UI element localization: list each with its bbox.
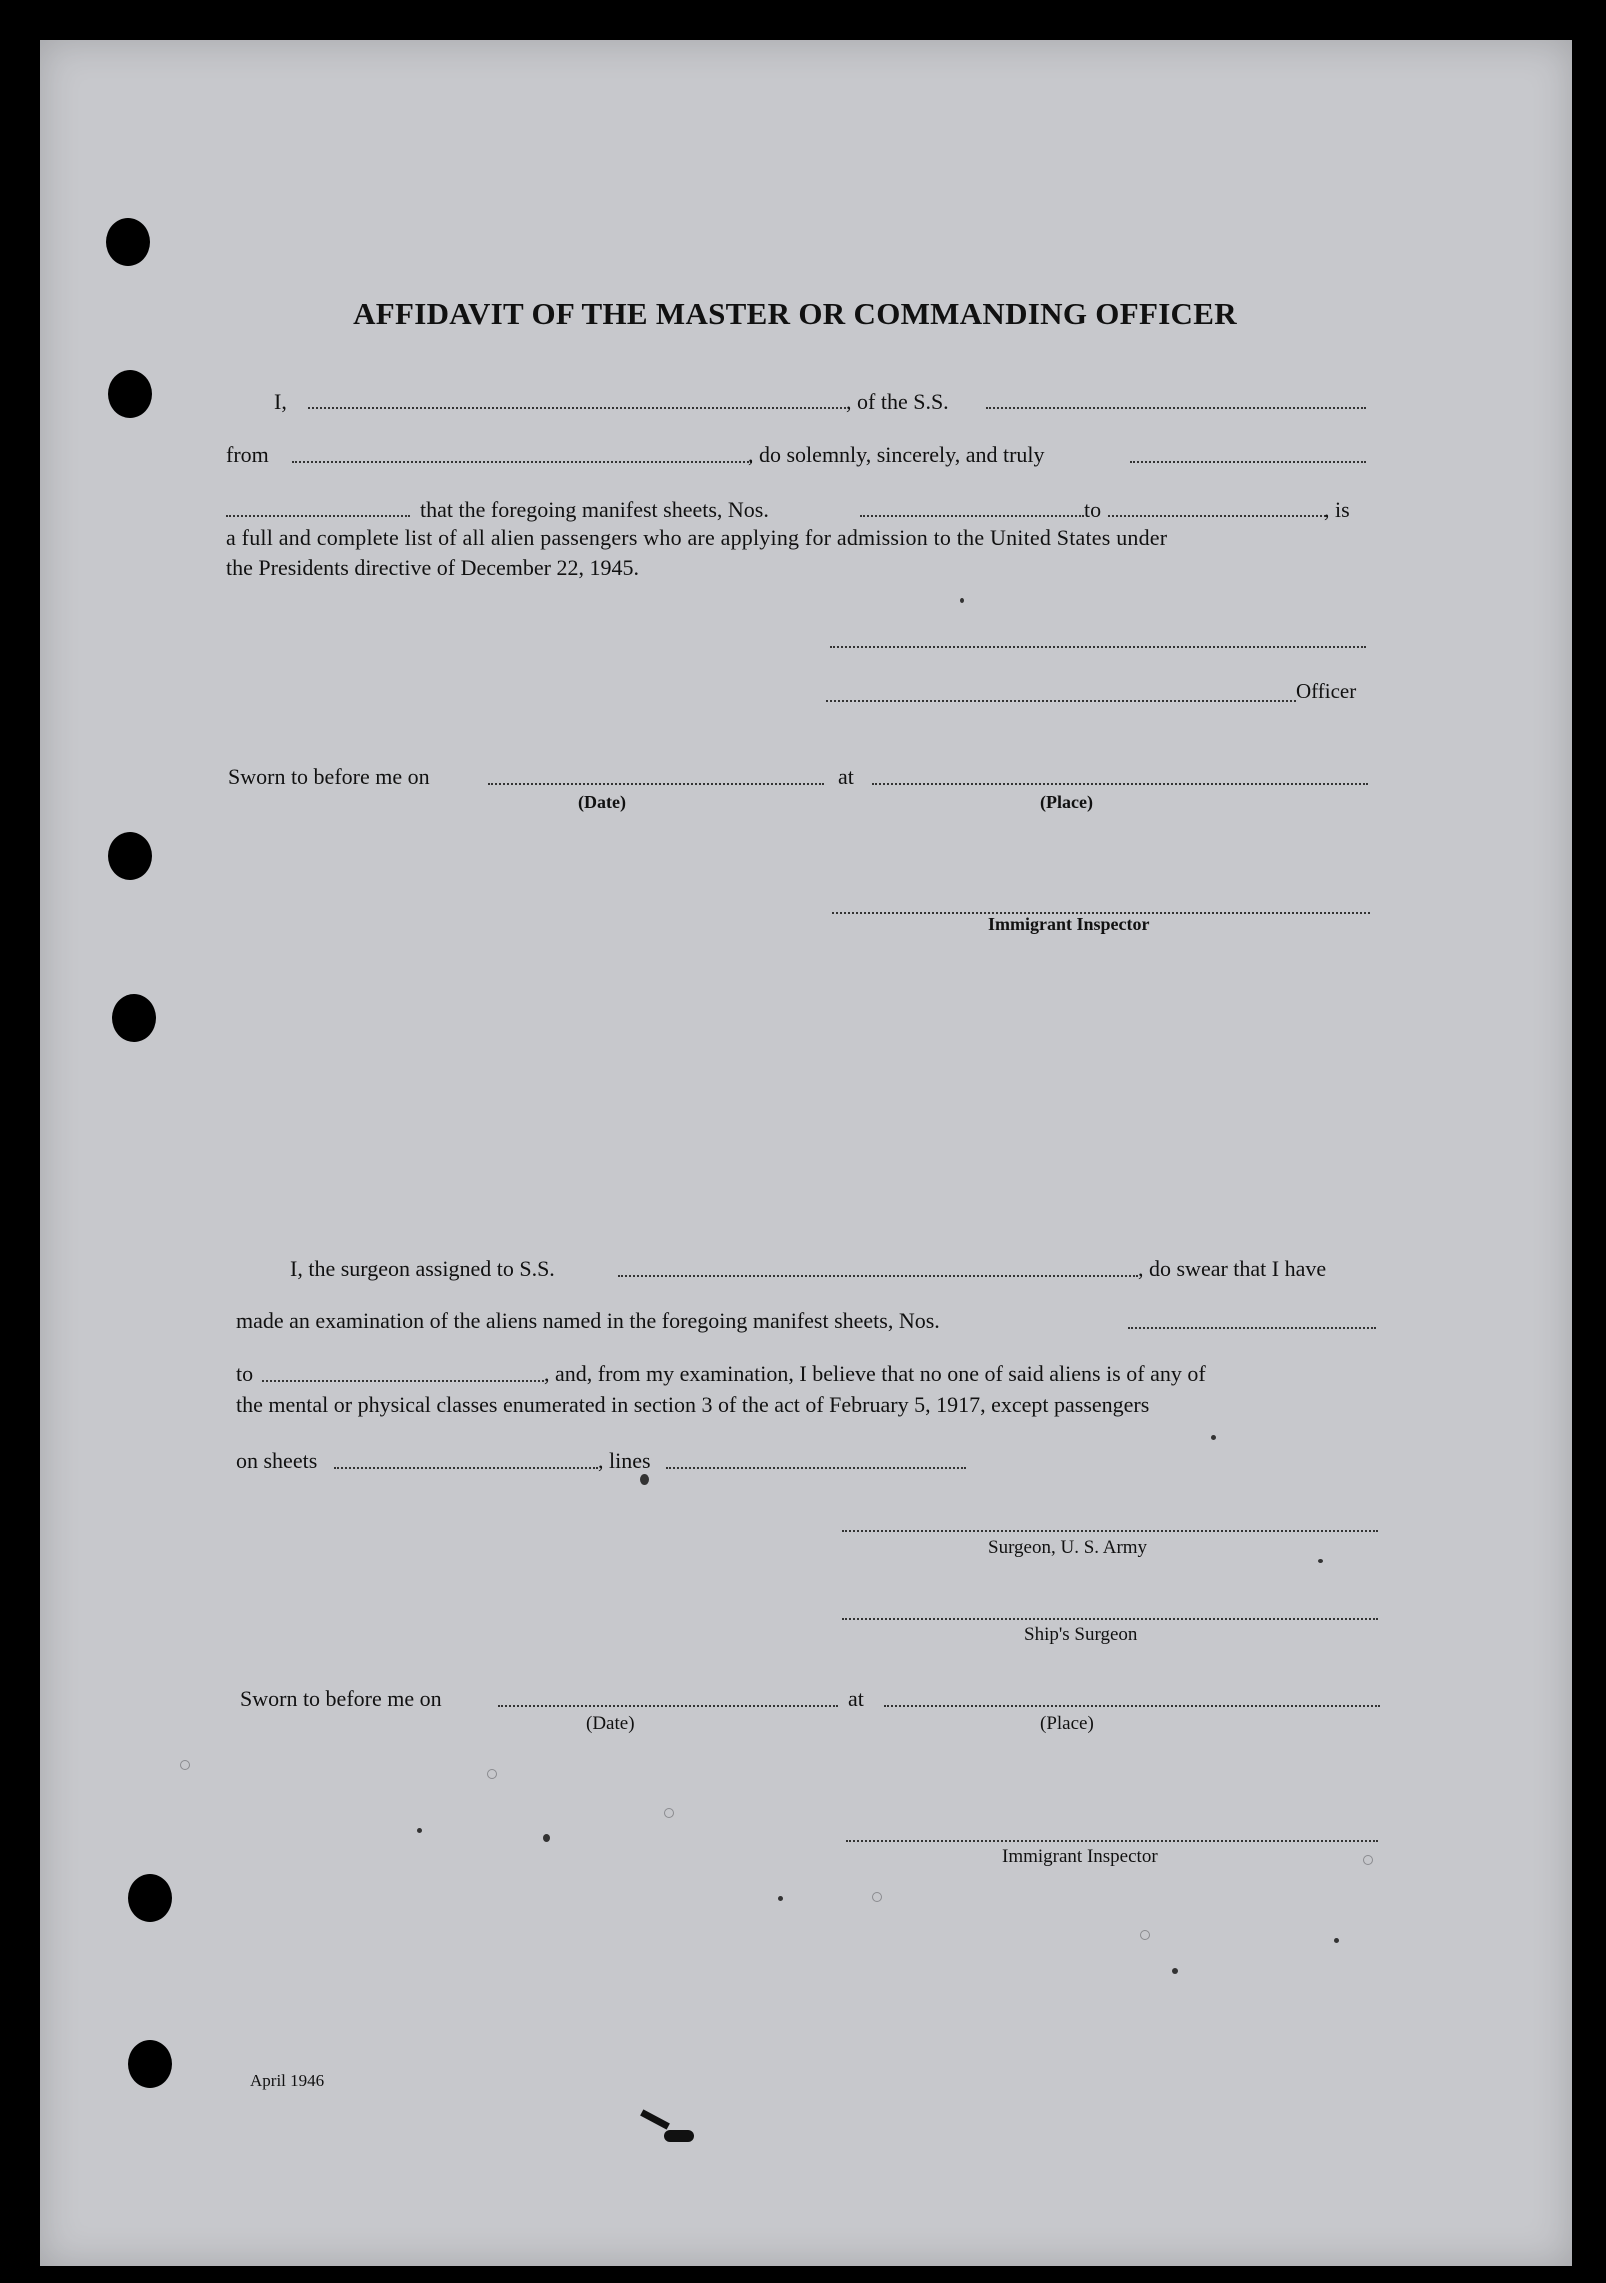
ink-speck (543, 1834, 550, 1842)
punch-hole (108, 832, 152, 880)
surgeon-line-2: made an examination of the aliens named in the foregoing manifest sheets, Nos. (236, 1308, 940, 1333)
affidavit-i-label: I, (274, 389, 287, 414)
officer-signature-line-2[interactable] (826, 700, 1296, 702)
affidavit-sentence-3: the Presidents directive of December 22, 1945. (226, 555, 639, 580)
master-name-field[interactable] (308, 407, 846, 409)
paper-mark (180, 1760, 190, 1770)
surgeon-line-4: the mental or physical classes enumerated in section 3 of the act of February 5, 1917, except passengers (236, 1392, 1150, 1417)
officer-label: Officer (1296, 679, 1357, 703)
surgeon-line-3-to: to (236, 1361, 254, 1386)
sworn-place-field-1[interactable] (872, 783, 1368, 785)
surgeon-ship-field[interactable] (618, 1275, 1138, 1277)
ink-speck (1172, 1968, 1178, 1974)
sworn-date-field-2[interactable] (498, 1705, 838, 1707)
surgeon-manifest-to-field[interactable] (262, 1380, 544, 1382)
ink-speck (960, 598, 964, 603)
affidavit-of-ss: , of the S.S. (846, 389, 949, 414)
affidavit-is-label: , is (1324, 497, 1350, 522)
form-date: April 1946 (250, 2071, 325, 2090)
affidavit-to-label: to (1084, 497, 1102, 522)
oath-word-field[interactable] (1130, 461, 1366, 463)
officer-signature-line-1[interactable] (830, 646, 1366, 648)
ships-surgeon-caption: Ship's Surgeon (1024, 1624, 1138, 1645)
surgeon-line-1-end: , do swear that I have (1138, 1256, 1327, 1281)
punch-hole (112, 994, 156, 1042)
manifest-from-field[interactable] (860, 515, 1084, 517)
port-from-field[interactable] (292, 461, 752, 463)
date-caption-1: (Date) (578, 792, 626, 812)
ink-speck (1334, 1938, 1339, 1943)
ink-speck (1211, 1435, 1216, 1440)
place-caption-2: (Place) (1040, 1713, 1094, 1734)
sworn-place-field-2[interactable] (884, 1705, 1380, 1707)
ink-speck (417, 1828, 422, 1833)
place-caption-1: (Place) (1040, 792, 1093, 812)
inspector-caption-2: Immigrant Inspector (1002, 1846, 1158, 1867)
paper-mark (1140, 1930, 1150, 1940)
ink-speck (640, 1474, 649, 1485)
army-surgeon-signature-line[interactable] (842, 1530, 1378, 1532)
surgeon-line-1-start: I, the surgeon assigned to S.S. (290, 1256, 555, 1281)
except-sheets-field[interactable] (334, 1467, 598, 1469)
page-title: AFFIDAVIT OF THE MASTER OR COMMANDING OFFICER (353, 296, 1237, 331)
affidavit-sentence-2: a full and complete list of all alien passengers who are applying for admission to the United States under (226, 525, 1168, 550)
paper-mark (487, 1769, 497, 1779)
punch-hole (128, 1874, 172, 1922)
paper-mark (872, 1892, 882, 1902)
date-caption-2: (Date) (586, 1713, 635, 1734)
paper-mark (664, 1808, 674, 1818)
paper-mark (1363, 1855, 1373, 1865)
form-sheet (40, 40, 1572, 2266)
punch-hole (128, 2040, 172, 2088)
ink-smudge (664, 2130, 694, 2142)
punch-hole (106, 218, 150, 266)
army-surgeon-caption: Surgeon, U. S. Army (988, 1537, 1148, 1558)
punch-hole (108, 370, 152, 418)
sworn-at-label-1: at (838, 764, 854, 789)
inspector-signature-line-2[interactable] (846, 1840, 1378, 1842)
sworn-at-label-2: at (848, 1686, 864, 1711)
ships-surgeon-signature-line[interactable] (842, 1618, 1378, 1620)
sworn-date-field-1[interactable] (488, 783, 824, 785)
sworn-label-2: Sworn to before me on (240, 1686, 442, 1711)
except-lines-field[interactable] (666, 1467, 966, 1469)
affidavit-that-manifest: that the foregoing manifest sheets, Nos. (420, 497, 769, 522)
oath-word-field-2[interactable] (226, 515, 410, 517)
surgeon-manifest-from-field[interactable] (1128, 1327, 1376, 1329)
ship-name-field[interactable] (986, 407, 1366, 409)
affidavit-solemnly: , do solemnly, sincerely, and truly (748, 442, 1045, 467)
ink-speck (778, 1896, 783, 1901)
surgeon-line-5-sheets: on sheets (236, 1448, 318, 1473)
inspector-caption-1: Immigrant Inspector (988, 914, 1150, 934)
manifest-to-field[interactable] (1108, 515, 1326, 517)
sworn-label-1: Sworn to before me on (228, 764, 430, 789)
ink-speck (1318, 1559, 1323, 1563)
surgeon-line-3-rest: , and, from my examination, I believe that no one of said aliens is of any of (544, 1361, 1206, 1386)
surgeon-line-5-lines: , lines (598, 1448, 651, 1473)
affidavit-from-label: from (226, 442, 269, 467)
